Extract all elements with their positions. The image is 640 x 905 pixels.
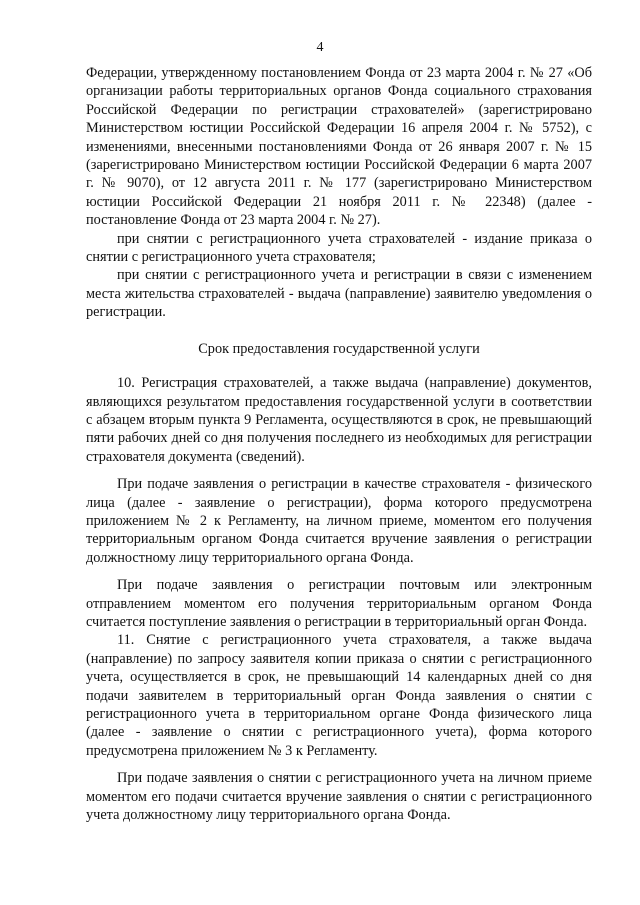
paragraph-deregistration-order: при снятии с регистрационного учета страхователей - издание приказа о снятии с регистрационного учета страхователя; xyxy=(86,230,592,266)
document-body xyxy=(86,64,592,824)
paragraph-personal-submission: При подаче заявления о регистрации в качестве страхователя - физического лица (далее - заявление о регистрации), форма которого предусмотрена приложением № 2 к Регламенту, на личном приеме, моментом его получения территориальным органом Фонда считается вручение заявления о регистрации должностному лицу территориального органа Фонда. xyxy=(86,476,592,566)
paragraph-item-10: 10. Регистрация страхователей, а также выдача (направление) документов, являющихся результатом предоставления государственной услуги в соответствии с абзацем вторым пункта 9 Регламента, осуществляются в срок, не превышающий пяти рабочих дней со дня получения последнего из необходимых для регистрации страхователя документа (сведений). xyxy=(86,375,592,465)
paragraph-personal-deregistration: При подаче заявления о снятии с регистрационного учета на личном приеме моментом его подачи считается вручение заявления о снятии с регистрационного учета должностному лицу территориального органа Фонда. xyxy=(86,770,592,824)
spacer xyxy=(86,760,592,769)
spacer xyxy=(86,466,592,475)
paragraph-item-11: 11. Снятие с регистрационного учета страхователя, а также выдача (направление) по запросу заявителя копии приказа о снятии с регистрационного учета, осуществляется в срок, не превышающий 14 календарных дней со дня подачи заявителем в территориальный орган Фонда заявления о снятии с регистрационного учета в территориальном органе Фонда физического лица (далее - заявление о снятии с регистрационного учета), форма которого предусмотрена приложением № 3 к Регламенту. xyxy=(86,632,592,759)
spacer xyxy=(86,567,592,576)
section-heading: Срок предоставления государственной услуги xyxy=(198,340,480,357)
paragraph-continuation: Федерации, утвержденному постановлением Фонда от 23 марта 2004 г. № 27 «Об организации работы территориальных органов Фонда социального страхования Российской Федерации по регистрации страхователей» (зарегистрировано Министерством юстиции Российской Федерации 16 апреля 2004 г. № 5752), с изменениями, внесенными постановлениями Фонда от 26 января 2007 г. № 15 (зарегистрировано Министерством юстиции Российской Федерации 6 марта 2007 г. № 9070), от 12 августа 2011 г. № 177 (зарегистрировано Министерством юстиции Российской Федерации 21 ноября 2011 г. № 22348) (далее - постановление Фонда от 23 марта 2004 г. № 27). xyxy=(86,65,592,229)
paragraph-postal-submission: При подаче заявления о регистрации почтовым или электронным отправлением моментом его получения территориальным органом Фонда считается поступление заявления о регистрации в территориальный орган Фонда. xyxy=(86,577,592,630)
page-number: 4 xyxy=(316,40,324,55)
paragraph-relocation-notice: при снятии с регистрационного учета и регистрации в связи с изменением места жительства страхователей - выдача (nаправление) заявителю уведомления о регистрации. xyxy=(86,267,592,321)
